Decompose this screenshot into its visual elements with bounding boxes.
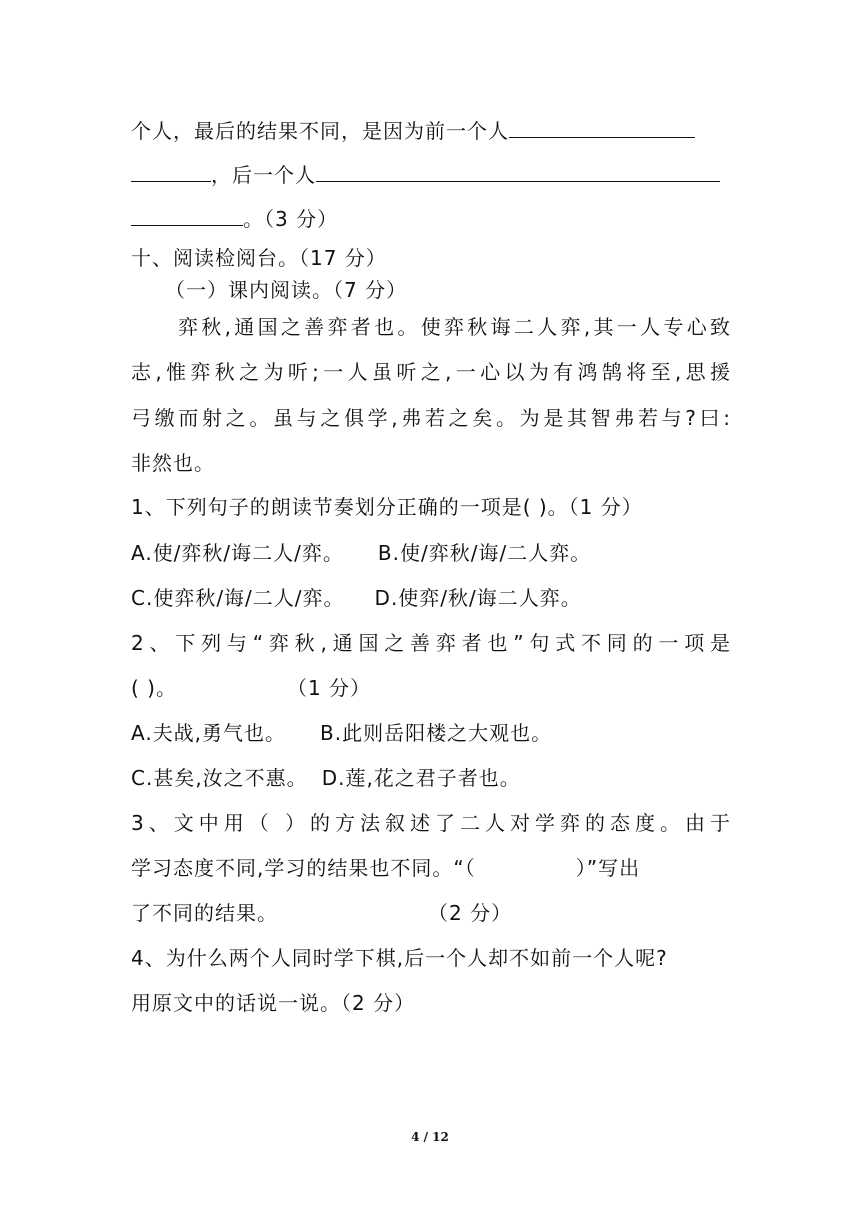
passage-line-4: 非然也。 — [131, 451, 215, 475]
question-2-options-ab — [131, 719, 731, 747]
question-3-line3: 了不同的结果。 — [131, 901, 278, 925]
option-1c: C.使弈秋/诲/二人/弈。 — [131, 586, 345, 610]
answer-blank-2[interactable] — [131, 159, 211, 182]
section-heading: 十、阅读检阅台。（17 分） — [131, 246, 387, 270]
question-1-options-ab — [131, 539, 731, 567]
passage-line-2: 志,惟弈秋之为听;一人虽听之,一心以为有鸿鹄将至,思援 — [131, 360, 731, 384]
passage-line-3: 弓缴而射之。虽与之俱学,弗若之矣。为是其智弗若与?曰: — [131, 406, 731, 430]
question-2-cont — [131, 674, 731, 702]
passage-line-1: 弈秋,通国之善弈者也。使弈秋诲二人弈,其一人专心致 — [178, 315, 731, 339]
option-1a: A.使/弈秋/诲二人/弈。 — [131, 541, 344, 565]
answer-blank-3[interactable] — [316, 159, 720, 182]
question-1: 1、下列句子的朗读节奏划分正确的一项是( )。（1 分） — [131, 495, 643, 519]
question-1-options-cd — [131, 584, 731, 612]
page-number: 4 / 12 — [411, 1130, 449, 1144]
question-3: 3、文中用（ ）的方法叙述了二人对学弈的态度。由于 — [131, 811, 731, 835]
question-2: 2、下列与“弈秋,通国之善弈者也”句式不同的一项是 — [131, 631, 731, 655]
question-3-score: （2 分） — [428, 901, 513, 925]
question-2-paren: ( )。 — [131, 676, 177, 700]
option-1b: B.使/弈秋/诲/二人弈。 — [377, 541, 592, 565]
answer-blank-1[interactable] — [509, 115, 695, 138]
question-3-line2-a: 学习态度不同,学习的结果也不同。“（ — [131, 856, 476, 880]
question-4-cont: 用原文中的话说一说。（2 分） — [131, 991, 416, 1015]
question-4: 4、为什么两个人同时学下棋,后一个人却不如前一个人呢? — [131, 946, 668, 970]
answer-blank-4[interactable] — [131, 203, 243, 226]
line-1-text: 个人，最后的结果不同，是因为前一个人 — [131, 119, 509, 143]
subsection-heading: （一）课内阅读。（7 分） — [165, 278, 408, 302]
option-2a: A.夫战,勇气也。 — [131, 721, 287, 745]
line-3-text: 。（3 分） — [243, 207, 339, 231]
question-3-end — [131, 899, 731, 927]
option-2d: D.莲,花之君子者也。 — [321, 766, 521, 790]
text-line-2 — [131, 159, 731, 189]
line-2-text: ，后一个人 — [211, 163, 316, 187]
question-2-options-cd — [131, 764, 731, 792]
option-2b: B.此则岳阳楼之大观也。 — [320, 721, 553, 745]
question-3-line2-b: ）”写出 — [575, 856, 641, 880]
text-line-3 — [131, 203, 731, 233]
option-2c: C.甚矣,汝之不惠。 — [131, 766, 308, 790]
option-1d: D.使弈/秋/诲二人弈。 — [374, 586, 582, 610]
text-line-1 — [131, 115, 731, 145]
question-3-cont — [131, 854, 731, 882]
question-2-score: （1 分） — [286, 676, 372, 700]
